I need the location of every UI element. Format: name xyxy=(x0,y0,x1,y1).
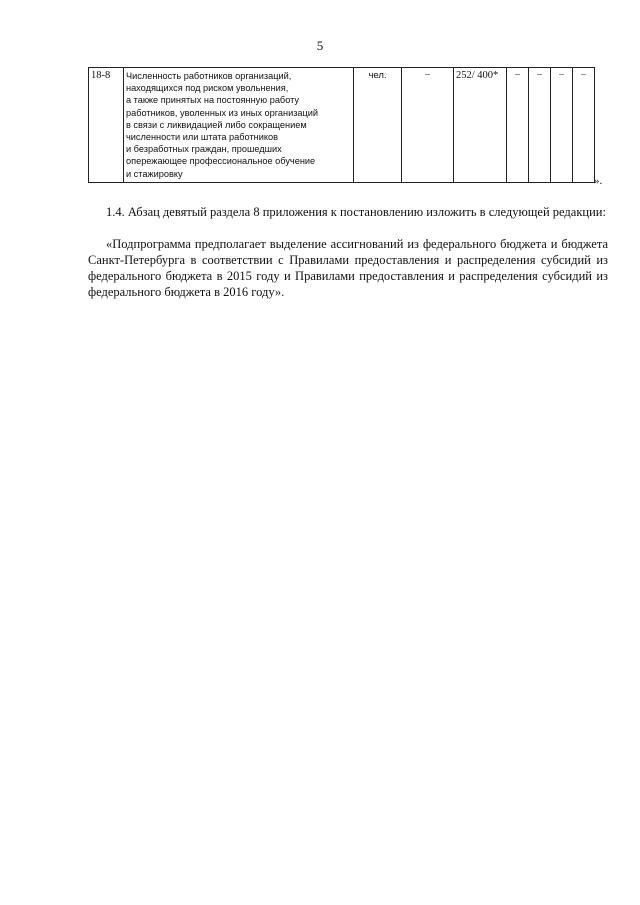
row-value: 252/ 400* xyxy=(454,68,507,183)
name-line: опережающее профессиональное обучение xyxy=(126,156,316,167)
row-cell-4: – xyxy=(402,68,454,183)
name-line: Численность работников организаций, xyxy=(126,71,292,81)
row-cell-6: – xyxy=(507,68,529,183)
name-line: и стажировку xyxy=(126,168,183,179)
name-line: находящихся под риском увольнения, xyxy=(126,83,289,94)
name-line: в связи с ликвидацией либо сокращением xyxy=(126,119,307,130)
name-line: и безработных граждан, прошедших xyxy=(126,144,282,155)
indicator-table xyxy=(88,67,595,183)
row-cell-9: – xyxy=(573,68,595,183)
name-line: численности или штата работников xyxy=(126,132,278,143)
table-row xyxy=(89,68,595,183)
closing-quote: ». xyxy=(594,175,603,187)
row-cell-8: – xyxy=(551,68,573,183)
name-line: работников, уволенных из иных организаций xyxy=(126,107,319,118)
row-unit: чел. xyxy=(354,68,402,183)
paragraph-quote: «Подпрограмма предполагает выделение ассигнований из федерального бюджета и бюджета Санкт-Петербурга в соответствии с Правилами предоставления и распределения субсидий из федерального бюджета в 2015 году и Правилами предоставления и распределения субсидий из федерального бюджета в 2016 году». xyxy=(88,237,608,299)
row-number: 18-8 xyxy=(89,68,124,183)
row-cell-7: – xyxy=(529,68,551,183)
name-line: а также принятых на постоянную работу xyxy=(126,95,300,106)
paragraph-amendment: 1.4. Абзац девятый раздела 8 приложения к постановлению изложить в следующей редакции: xyxy=(106,205,606,219)
page-number: 5 xyxy=(316,38,324,53)
row-indicator-name xyxy=(124,68,354,183)
